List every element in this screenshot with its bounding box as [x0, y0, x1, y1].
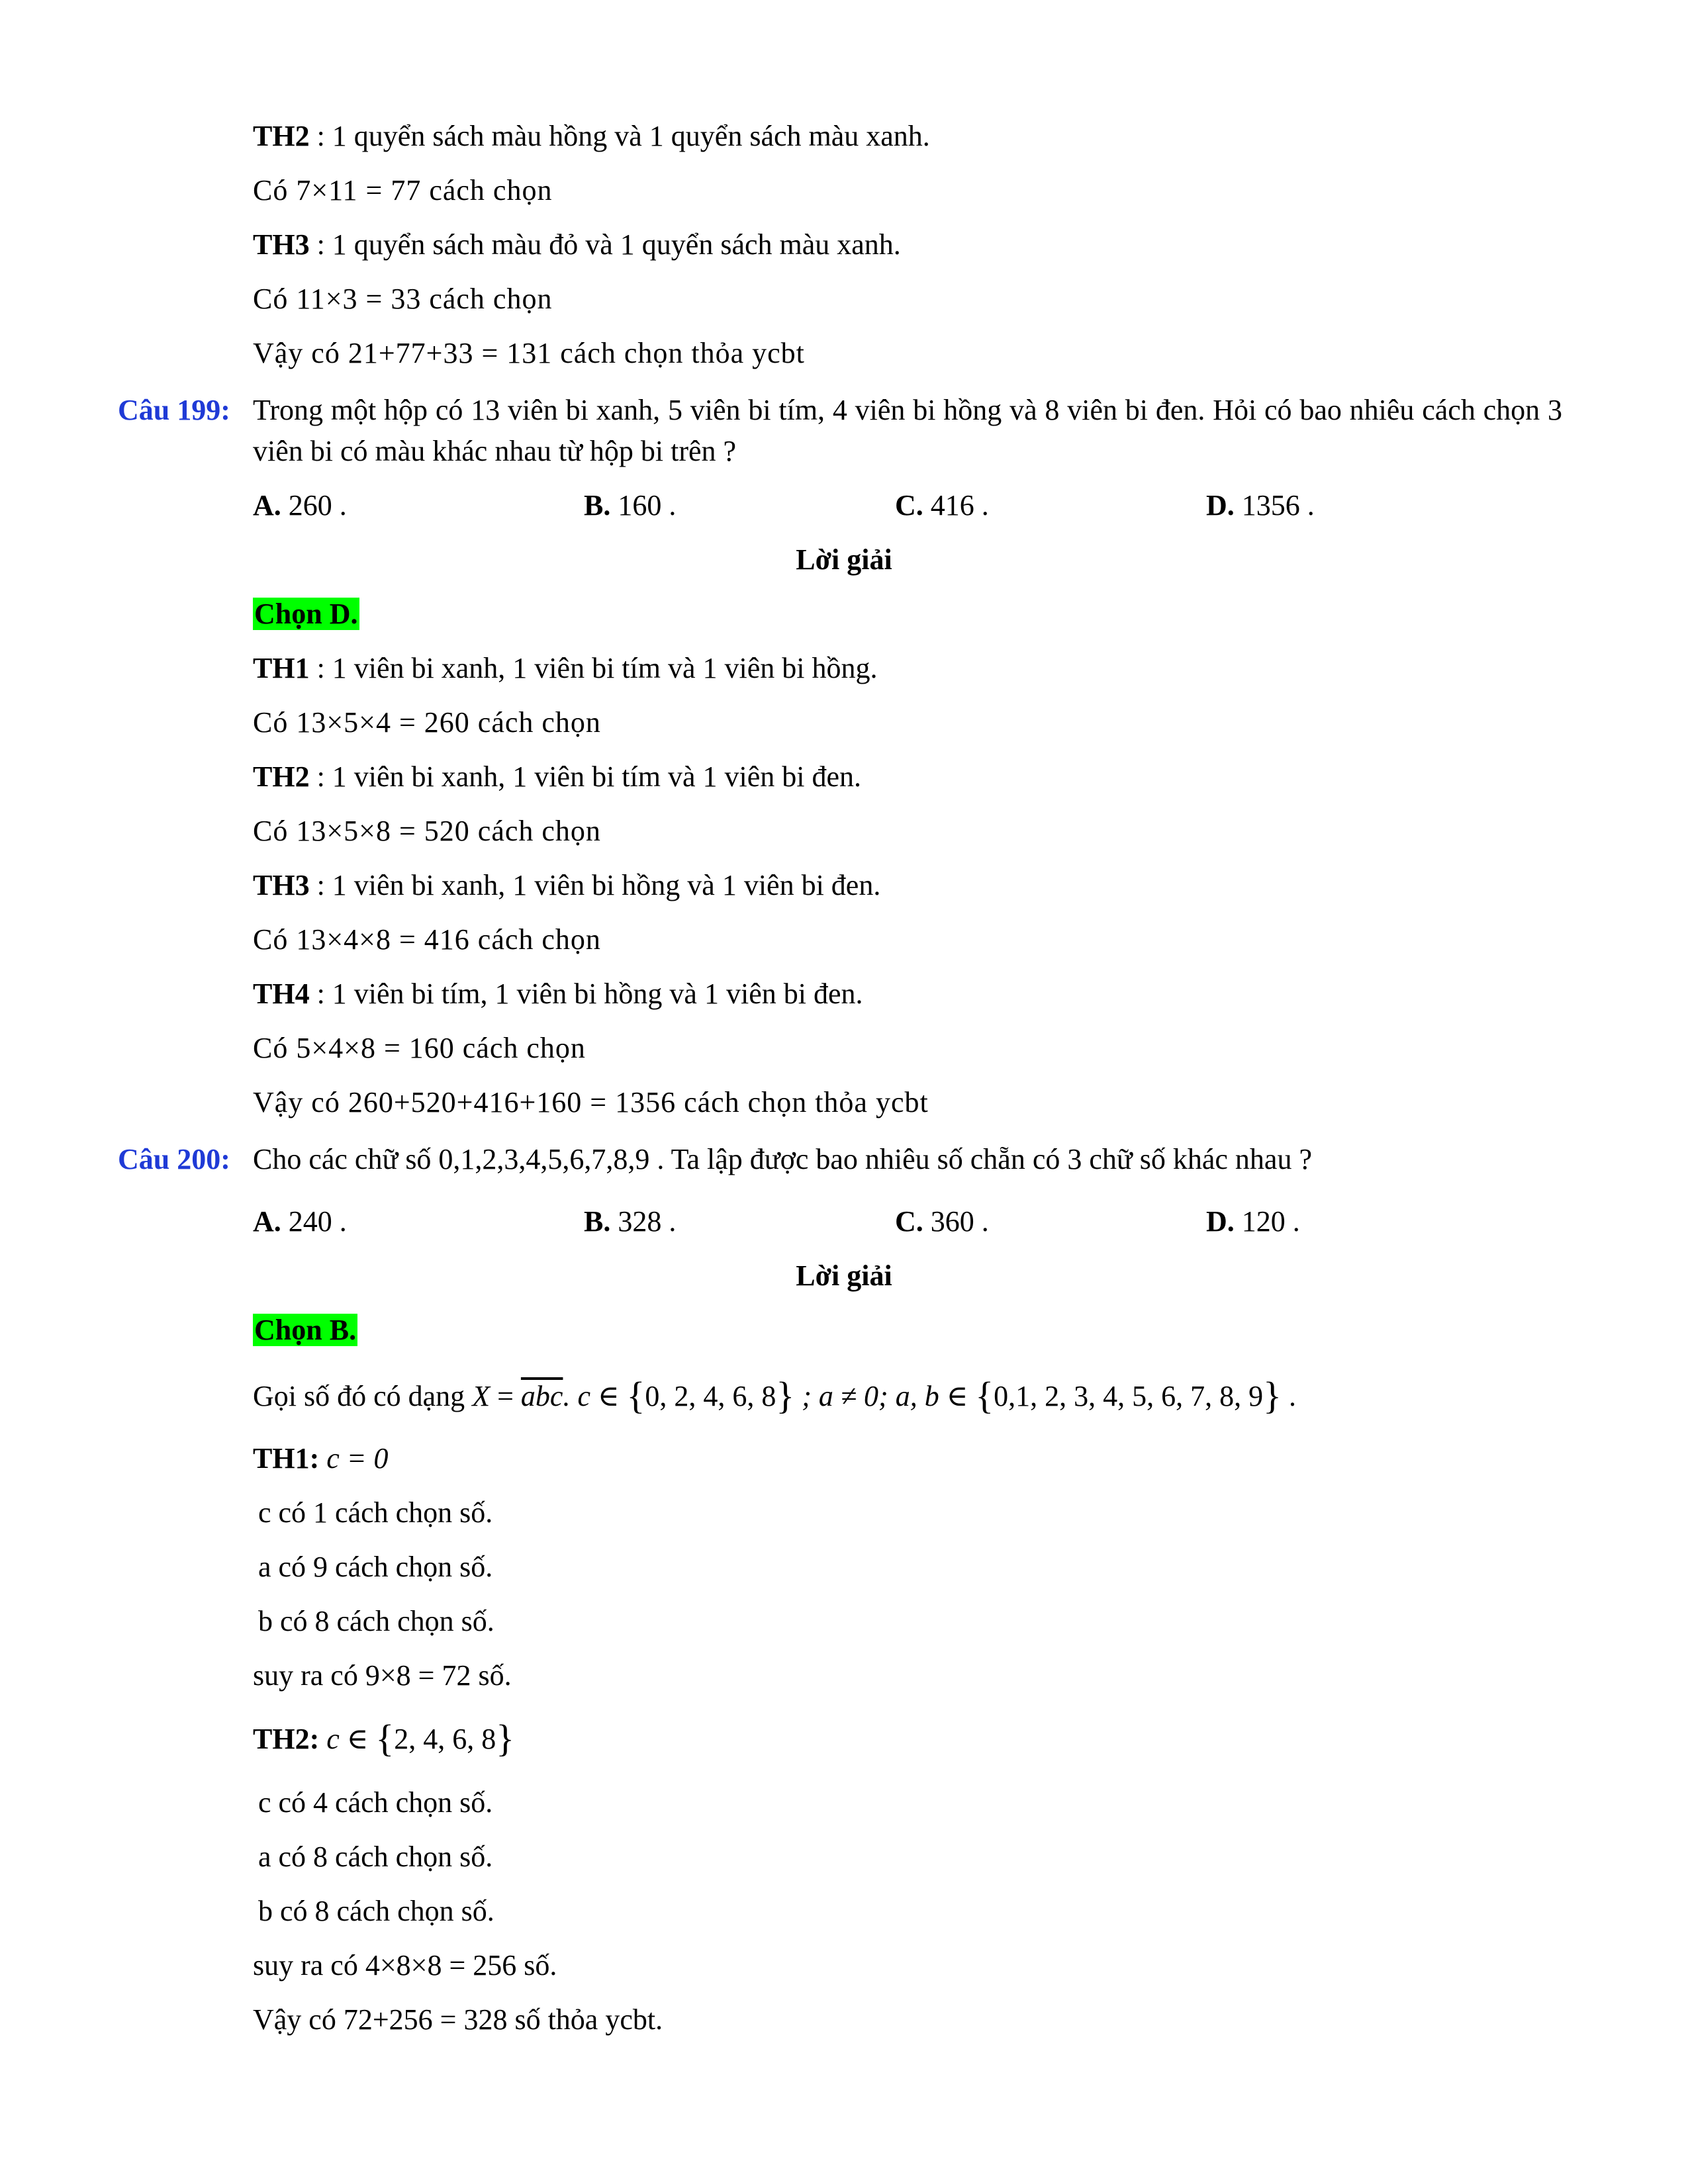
th1-item: b có 8 cách chọn số.: [258, 1605, 494, 1637]
th2-result: suy ra có 4×8×8 = 256 số.: [253, 1949, 557, 1981]
option-b: B. 328 .: [584, 1205, 677, 1238]
option-c: C. 416 .: [895, 489, 989, 522]
case-label: TH3: [253, 228, 310, 261]
question-200-label: Câu 200:: [118, 1143, 230, 1175]
final-total: Vậy có 72+256 = 328 số thỏa ycbt.: [253, 2003, 663, 2036]
question-200-text: Cho các chữ số 0,1,2,3,4,5,6,7,8,9 . Ta lập được bao nhiêu số chẵn có 3 chữ số khác nhau ?: [253, 1143, 1312, 1175]
case-calc: Có 13×5×4 = 260 cách chọn: [253, 706, 601, 739]
th2-item: c có 4 cách chọn số.: [258, 1786, 493, 1819]
case-text: : 1 quyển sách màu đỏ và 1 quyển sách màu xanh.: [309, 228, 901, 261]
case-calc: Có 5×4×8 = 160 cách chọn: [253, 1032, 586, 1064]
answer-highlight: Chọn B.: [254, 1314, 357, 1346]
case-calc: Có 13×4×8 = 416 cách chọn: [253, 923, 601, 956]
case-line: TH3 : 1 viên bi xanh, 1 viên bi hồng và 1 viên bi đen.: [253, 869, 881, 901]
case-line: TH4 : 1 viên bi tím, 1 viên bi hồng và 1 viên bi đen.: [253, 978, 863, 1010]
case-line: TH2 : 1 viên bi xanh, 1 viên bi tím và 1 viên bi đen.: [253, 760, 861, 793]
question-199-label: Câu 199:: [118, 394, 230, 426]
answer-highlight: Chọn D.: [254, 598, 358, 630]
prev-total: Vậy có 21+77+33 = 131 cách chọn thỏa ycbt: [253, 337, 805, 369]
solution-heading: Lời giải: [796, 1259, 892, 1292]
case-calc: Có 13×5×8 = 520 cách chọn: [253, 815, 601, 847]
prev-th2-line: [253, 118, 930, 155]
th1-result: suy ra có 9×8 = 72 số.: [253, 1659, 512, 1692]
answer-line: [253, 596, 359, 633]
case-text: : 1 quyển sách màu hồng và 1 quyển sách màu xanh.: [309, 120, 930, 152]
th1-line: TH1: c = 0: [253, 1442, 389, 1475]
option-c: C. 360 .: [895, 1205, 989, 1238]
overline-abc: $\overline{abc}$: [520, 1380, 563, 1412]
th1-item: c có 1 cách chọn số.: [258, 1496, 493, 1529]
prev-th3-calc: Có 11×3 = 33 cách chọn: [253, 283, 553, 315]
total-line: Vậy có 260+520+416+160 = 1356 cách chọn thỏa ycbt: [253, 1086, 929, 1118]
prev-th2-calc: Có 7×11 = 77 cách chọn: [253, 174, 553, 206]
case-line: TH1 : 1 viên bi xanh, 1 viên bi tím và 1 viên bi hồng.: [253, 652, 878, 684]
prev-th3-line: [253, 226, 901, 263]
option-b: B. 160 .: [584, 489, 677, 522]
solution-heading: Lời giải: [796, 543, 892, 576]
th1-item: a có 9 cách chọn số.: [258, 1551, 493, 1583]
number-form-line: Gọi số đó có dạng $X = \overline{abc}$. c ∈ {0, 2, 4, 6, 8} ; a ≠ 0; a, b ∈ {0,1, 2, 3, 4, 5, 6, 7, 8, 9} .: [253, 1374, 1296, 1417]
case-label: TH2: [253, 120, 310, 152]
option-a: A. 240 .: [253, 1205, 347, 1238]
option-d: D. 1356 .: [1206, 489, 1315, 522]
option-a: A. 260 .: [253, 489, 347, 522]
option-d: D. 120 .: [1206, 1205, 1300, 1238]
answer-line: [253, 1312, 357, 1349]
th2-line: TH2: c ∈ {2, 4, 6, 8}: [253, 1717, 515, 1760]
question-199-text: Trong một hộp có 13 viên bi xanh, 5 viên bi tím, 4 viên bi hồng và 8 viên bi đen. Hỏi có bao nhiêu cách chọn 3 viên bi có màu khác nhau từ hộp bi trên ?: [253, 394, 1562, 467]
th2-item: b có 8 cách chọn số.: [258, 1895, 494, 1927]
th2-item: a có 8 cách chọn số.: [258, 1841, 493, 1873]
